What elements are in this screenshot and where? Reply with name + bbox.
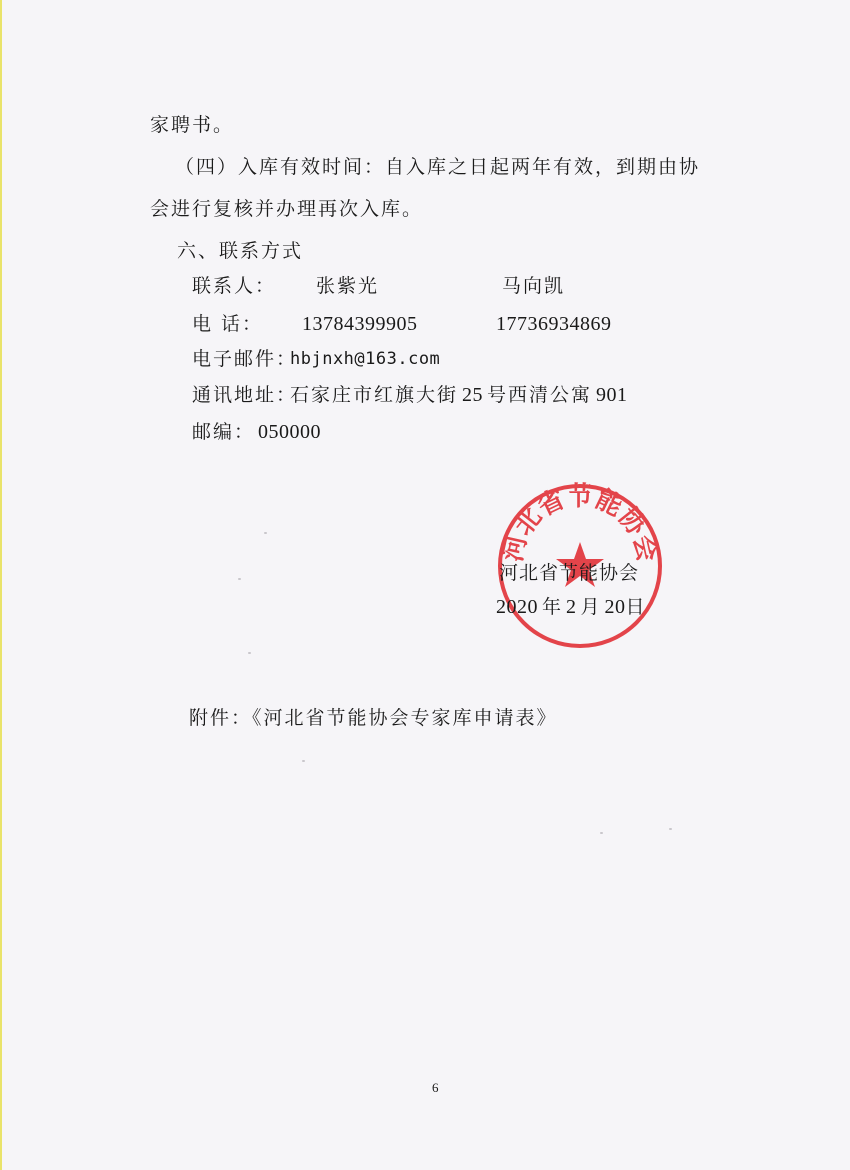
paragraph-4-line-2: 会进行复核并办理再次入库。	[150, 198, 424, 220]
date-day-unit: 日	[625, 596, 646, 618]
signature-org: 河北省节能协会	[499, 562, 640, 584]
scan-speck	[669, 828, 672, 830]
contact-person-1: 张紫光	[316, 275, 380, 297]
scan-speck	[600, 832, 603, 834]
email-label: 电子邮件：	[192, 348, 298, 370]
scan-speck	[264, 532, 267, 534]
signature-date	[496, 595, 646, 619]
paragraph-4-line-1: （四）入库有效时间：自入库之日起两年有效，到期由协	[175, 156, 701, 178]
address-building: 号西清公寓	[487, 384, 593, 406]
seal-text: 河北省节能协会	[498, 481, 662, 565]
postcode-label: 邮编：	[192, 421, 256, 443]
contact-person-2: 马向凯	[502, 275, 566, 297]
date-year-unit: 年	[542, 596, 563, 618]
contact-person-label: 联系人：	[192, 275, 277, 297]
address-value	[290, 383, 628, 407]
scan-speck	[248, 652, 251, 654]
email-value: hbjnxh@163.com	[290, 349, 441, 369]
section-6-heading: 六、联系方式	[177, 240, 304, 262]
scan-speck	[302, 760, 305, 762]
page-number: 6	[432, 1080, 439, 1095]
address-street: 石家庄市红旗大街	[290, 384, 459, 406]
scan-speck	[238, 578, 241, 580]
phone-label: 电 话：	[192, 313, 264, 335]
date-month-unit: 月	[580, 596, 601, 618]
attachment-note: 附件：《河北省节能协会专家库申请表》	[189, 707, 558, 729]
address-number: 25	[462, 384, 484, 406]
address-room: 901	[596, 384, 628, 406]
date-day: 20	[604, 596, 626, 618]
phone-2: 17736934869	[496, 313, 612, 335]
continued-text: 家聘书。	[150, 114, 235, 136]
address-label: 通讯地址：	[192, 384, 298, 406]
phone-1: 13784399905	[302, 313, 418, 335]
date-year: 2020	[496, 596, 538, 618]
postcode-value: 050000	[258, 421, 321, 443]
date-month: 2	[566, 596, 577, 618]
